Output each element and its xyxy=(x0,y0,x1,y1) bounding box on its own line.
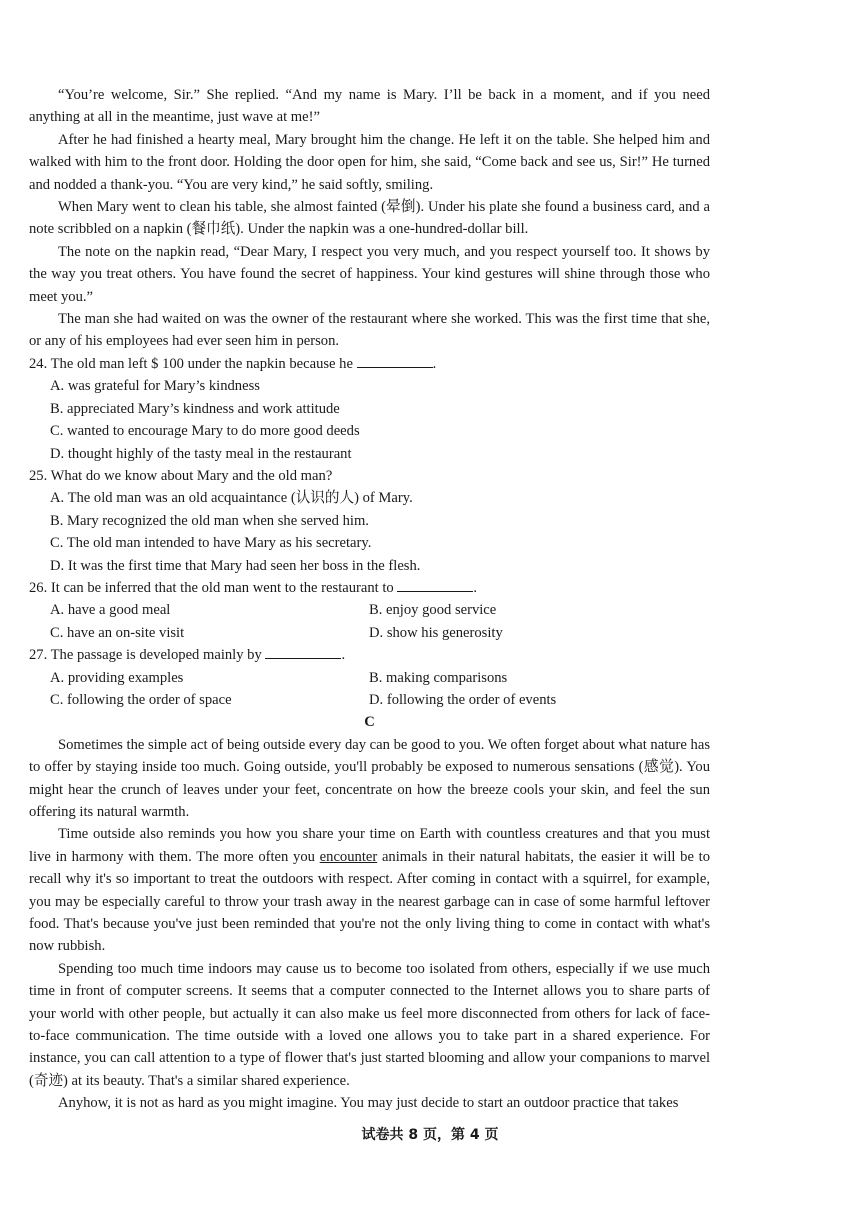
stem-end: . xyxy=(432,355,437,372)
option-row xyxy=(50,599,710,621)
option-c: C. following the order of space xyxy=(50,691,232,708)
option-a: A. providing examples xyxy=(50,669,184,686)
question-stem xyxy=(29,353,710,375)
section-heading: C xyxy=(364,714,375,731)
passage-paragraph: Spending too much time indoors may cause us to become too isolated from others, especially if we use much time in front of computer screens. It seems that a computer connected to the Internet allows you to share parts of your world with other people, but actually it can also make us feel more disconnected from others for lack of face-to-face communication. The time outside with a loved one allows you to take part in a shared experience. For instance, you can call attention to a type of flower that's just started blooming and allow your companions to marvel (奇迹) at its beauty. That's a similar shared experience. xyxy=(29,960,710,1089)
page-footer: 试卷共 8 页，第 4 页 xyxy=(361,1127,499,1143)
stem-end: . xyxy=(341,647,346,664)
option-a: A. was grateful for Mary’s kindness xyxy=(50,378,260,395)
option-d: D. thought highly of the tasty meal in the restaurant xyxy=(50,445,352,462)
option-row xyxy=(50,667,710,689)
option-c: C. The old man intended to have Mary as his secretary. xyxy=(50,535,372,552)
option-b: B. enjoy good service xyxy=(369,602,497,619)
stem-text: 27. The passage is developed mainly by xyxy=(29,647,262,664)
question-24 xyxy=(29,353,710,465)
answer-blank xyxy=(357,353,433,368)
stem-text: 24. The old man left $ 100 under the napkin because he xyxy=(29,355,353,372)
option-c: C. have an on-site visit xyxy=(50,624,185,641)
stem-end: . xyxy=(473,579,478,596)
question-stem xyxy=(29,577,710,599)
question-stem xyxy=(29,644,710,666)
option-d: D. It was the first time that Mary had seen her boss in the flesh. xyxy=(50,557,421,574)
passage-paragraph: The note on the napkin read, “Dear Mary, I respect you very much, and you respect yourself too. It shows by the way you treat others. You have found the secret of happiness. Your kind gestures will shine through those who meet you.” xyxy=(29,243,710,305)
passage-paragraph: Anyhow, it is not as hard as you might imagine. You may just decide to start an outdoor practice that takes xyxy=(58,1095,679,1112)
answer-blank xyxy=(265,644,341,659)
passage-paragraph: After he had finished a hearty meal, Mary brought him the change. He left it on the table. She helped him and walked with him to the front door. Holding the door open for him, she said, “Come back and see us, Sir!” He turned and nodded a thank-you. “You are very kind,” he said softly, smiling. xyxy=(29,131,710,193)
passage-paragraph xyxy=(29,823,710,957)
question-27 xyxy=(29,644,710,711)
option-b: B. Mary recognized the old man when she served him. xyxy=(50,512,369,529)
exam-text xyxy=(29,84,710,1115)
option-a: A. have a good meal xyxy=(50,602,171,619)
passage-paragraph: The man she had waited on was the owner of the restaurant where she worked. This was the first time that she, or any of his employees had ever seen him in person. xyxy=(29,311,710,350)
underlined-word: encounter xyxy=(319,848,378,865)
option-d: D. following the order of events xyxy=(369,691,557,708)
question-25 xyxy=(29,465,710,577)
option-b: B. appreciated Mary’s kindness and work attitude xyxy=(50,400,340,417)
option-d: D. show his generosity xyxy=(369,624,503,641)
text-run: Time outside also reminds you how you share your time on Earth with countless creatures and that you must live in harmony with them. The more often you xyxy=(29,826,710,865)
passage-paragraph: Sometimes the simple act of being outside every day can be good to you. We often forget about what nature has to offer by staying inside too much. Going outside, you'll probably be exposed to numerous sensations (感觉). You might hear the crunch of leaves under your feet, concentrate on how the breeze cools your skin, and feel the sun offering its natural warmth. xyxy=(29,736,710,820)
stem-text: 26. It can be inferred that the old man went to the restaurant to xyxy=(29,579,394,596)
text-run: animals in their natural habitats, the easier it will be to recall why it's so important to treat the outdoors with respect. After coming in contact with a squirrel, for example, you may be especially careful to throw your trash away in the nearest garbage can in case of some harmful leftover food. That's because you've just been reminded that you're not the only living thing to come in contact with what's now rubbish. xyxy=(29,848,710,955)
question-26 xyxy=(29,577,710,644)
passage-paragraph: When Mary went to clean his table, she almost fainted (晕倒). Under his plate she found a business card, and a note scribbled on a napkin (餐巾纸). Under the napkin was a one-hundred-dollar bill. xyxy=(29,199,710,238)
option-b: B. making comparisons xyxy=(369,669,508,686)
passage-paragraph: “You’re welcome, Sir.” She replied. “And my name is Mary. I’ll be back in a moment, and if you need anything at all in the meantime, just wave at me!” xyxy=(29,87,710,126)
option-row xyxy=(50,689,710,711)
option-c: C. wanted to encourage Mary to do more good deeds xyxy=(50,423,360,440)
option-a: A. The old man was an old acquaintance (认识的人) of Mary. xyxy=(50,490,413,507)
answer-blank xyxy=(397,577,473,592)
question-stem: 25. What do we know about Mary and the old man? xyxy=(29,467,333,484)
option-row xyxy=(50,622,710,644)
